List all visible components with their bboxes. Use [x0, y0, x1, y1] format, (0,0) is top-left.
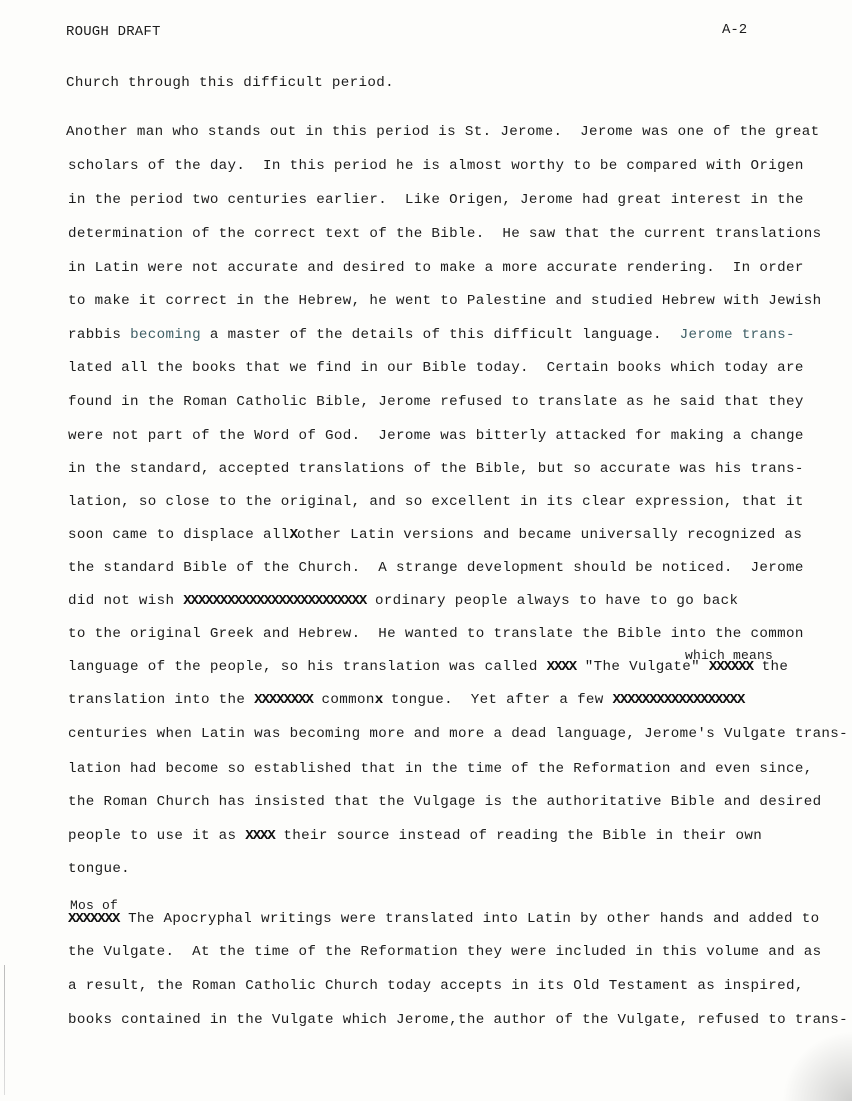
inked-word: becoming	[130, 327, 201, 343]
text-line-0: Church through this difficult period.	[66, 75, 394, 91]
text-line-18	[68, 691, 744, 709]
page-number: A-2	[722, 22, 748, 38]
text-line-1: Another man who stands out in this period is St. Jerome. Jerome was one of the great	[66, 124, 820, 140]
text-segment: tongue. Yet after a few	[382, 692, 613, 708]
text-line-19: centuries when Latin was becoming more and more a dead language, Jerome's Vulgate trans-	[68, 726, 849, 742]
scan-speckle	[782, 1031, 852, 1101]
text-line-3: in the period two centuries earlier. Like Origen, Jerome had great interest in the	[68, 192, 804, 208]
text-line-14: the standard Bible of the Church. A strange development should be noticed. Jerome	[68, 560, 804, 576]
text-line-8: lated all the books that we find in our Bible today. Certain books which today are	[68, 360, 804, 376]
text-line-5: in Latin were not accurate and desired to make a more accurate rendering. In order	[68, 260, 804, 276]
text-line-12: lation, so close to the original, and so excellent in its clear expression, that it	[68, 494, 804, 510]
text-segment: common	[312, 692, 375, 708]
text-line-17	[68, 658, 788, 676]
strikeout: XXXXXXXXXXXXXXXXXX	[612, 692, 745, 708]
text-line-13	[68, 526, 802, 544]
text-line-20: lation had become so established that in the time of the Reformation and even since,	[68, 761, 813, 777]
text-segment: rabbis	[68, 327, 131, 343]
strikeout: XXXXXX	[708, 659, 753, 675]
text-line-24	[68, 910, 819, 928]
text-line-11: in the standard, accepted translations of the Bible, but so accurate was his trans-	[68, 461, 804, 477]
text-segment: a master of the details of this difficult language.	[200, 327, 680, 343]
inked-phrase: Jerome trans-	[679, 327, 795, 343]
text-line-4: determination of the correct text of the Bible. He saw that the current translations	[68, 226, 822, 242]
text-segment: did not wish	[68, 593, 184, 609]
strikeout: XXXX	[546, 659, 576, 675]
text-line-9: found in the Roman Catholic Bible, Jerome refused to translate as he said that they	[68, 394, 804, 410]
text-line-16: to the original Greek and Hebrew. He wanted to translate the Bible into the common	[68, 626, 804, 642]
strikeout: x	[374, 692, 383, 708]
text-line-27: books contained in the Vulgate which Jerome,the author of the Vulgate, refused to trans-	[68, 1012, 849, 1028]
strikeout: XXXXXXXXXXXXXXXXXXXXXXXXX	[183, 593, 367, 609]
strikeout: XXXX	[245, 828, 275, 844]
text-segment: the	[752, 659, 789, 675]
text-segment: The Apocryphal writings were translated into Latin by other hands and added to	[119, 911, 820, 927]
text-line-2: scholars of the day. In this period he is almost worthy to be compared with Origen	[68, 158, 804, 174]
text-line-22	[68, 827, 762, 845]
text-segment: their source instead of reading the Bible in their own	[274, 828, 763, 844]
text-segment: soon came to displace all	[68, 527, 290, 543]
text-line-15	[68, 592, 738, 610]
text-segment: language of the people, so his translation was called	[68, 659, 547, 675]
text-segment: ordinary people always to have to go back	[366, 593, 739, 609]
header-title: ROUGH DRAFT	[66, 24, 161, 40]
strikeout: XXXXXXXX	[254, 692, 313, 708]
text-line-23: tongue.	[68, 861, 131, 877]
text-line-25: the Vulgate. At the time of the Reformation they were included in this volume and as	[68, 944, 822, 960]
text-line-7	[68, 326, 795, 344]
text-segment: "The Vulgate"	[575, 659, 709, 675]
text-line-21: the Roman Church has insisted that the Vulgage is the authoritative Bible and desired	[68, 794, 822, 810]
text-line-6: to make it correct in the Hebrew, he went to Palestine and studied Hebrew with Jewish	[68, 293, 822, 309]
inserted-text: which means	[685, 648, 774, 663]
strikeout: XXXXXXX	[68, 911, 120, 927]
text-segment: translation into the	[68, 692, 255, 708]
text-line-26: a result, the Roman Catholic Church today accepts in its Old Testament as inspired,	[68, 978, 804, 994]
strikeout: X	[289, 527, 297, 543]
text-segment: people to use it as	[68, 828, 246, 844]
text-line-10: were not part of the Word of God. Jerome was bitterly attacked for making a change	[68, 428, 804, 444]
margin-mark	[4, 965, 5, 1095]
inserted-text: Mos of	[70, 898, 119, 913]
text-segment: other Latin versions and became universally recognized as	[296, 527, 803, 543]
